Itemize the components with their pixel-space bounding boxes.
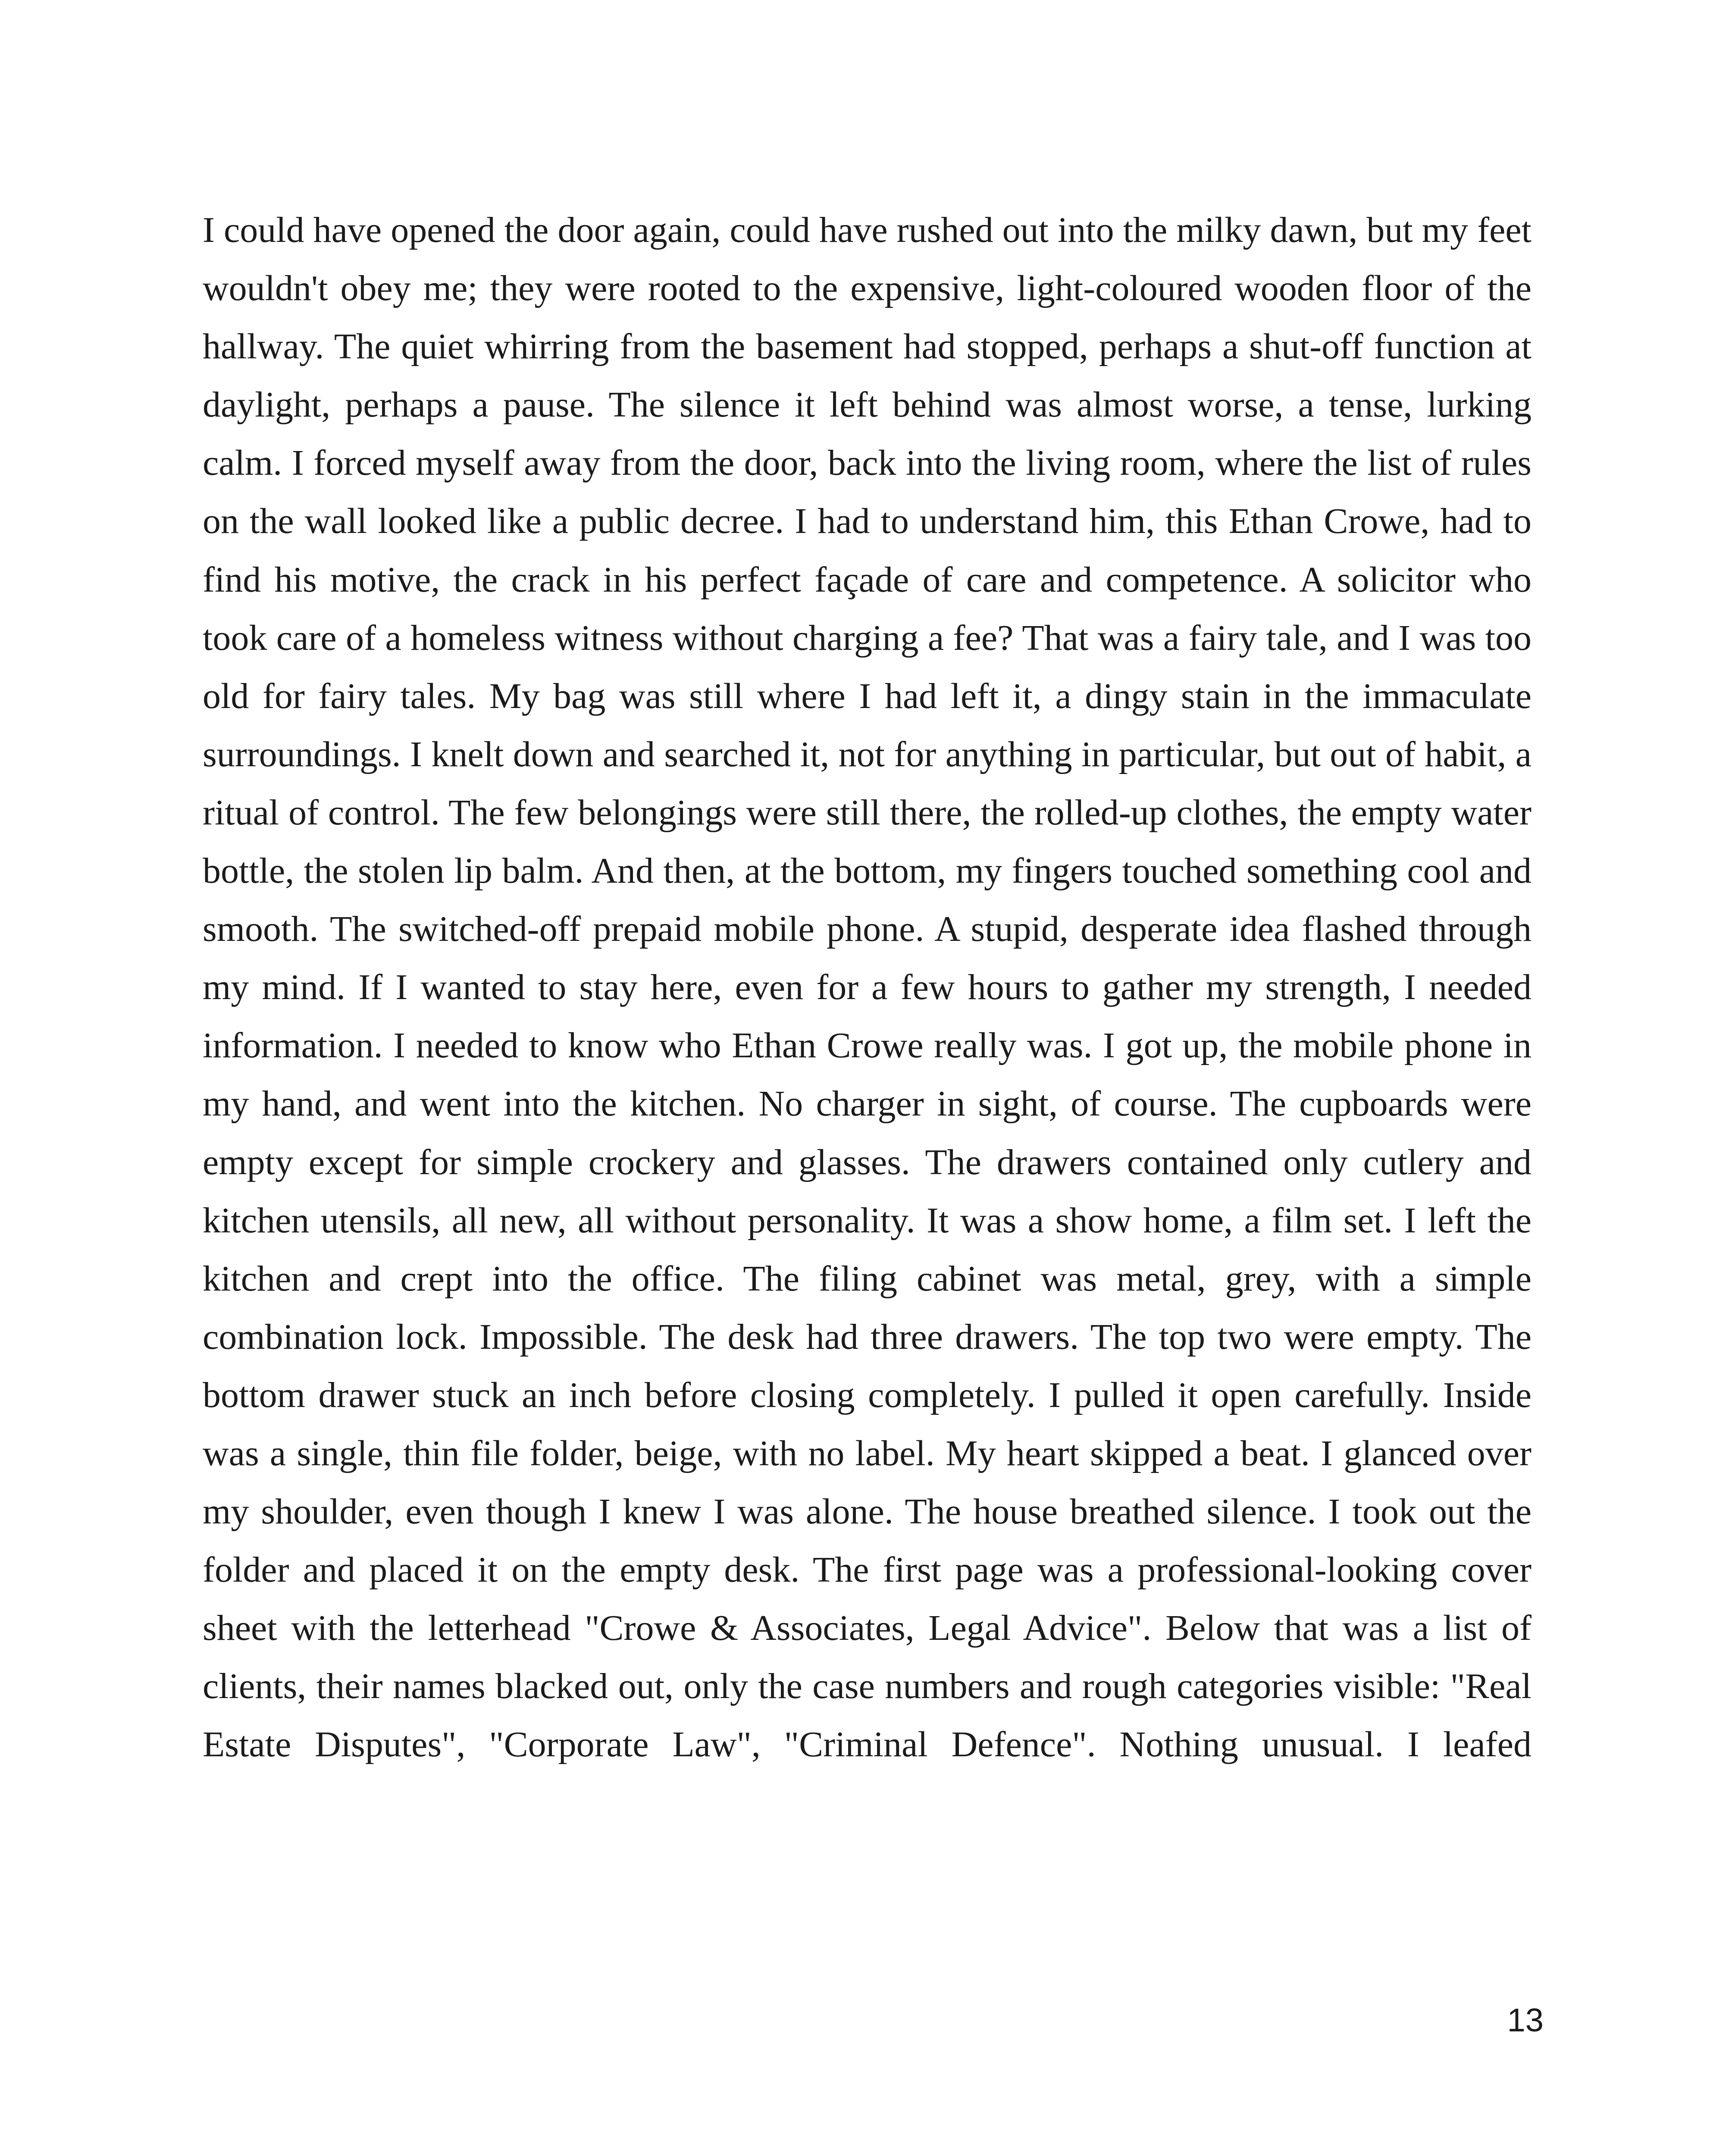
page-number: 13 [1507,2002,1544,2039]
body-paragraph: I could have opened the door again, could have rushed out into the milky dawn, but my feet wouldn't obey me; they were rooted to the expensive, light-coloured wooden floor of the hallway. The quiet whirring from the basement had stopped, perhaps a shut-off function at daylight, perhaps a pause. The silence it left behind was almost worse, a tense, lurking calm. I forced myself away from the door, back into the living room, where the list of rules on the wall looked like a public decree. I had to understand him, this Ethan Crowe, had to find his motive, the crack in his perfect façade of care and competence. A solicitor who took care of a homeless witness without charging a fee? That was a fairy tale, and I was too old for fairy tales. My bag was still where I had left it, a dingy stain in the immaculate surroundings. I knelt down and searched it, not for anything in particular, but out of habit, a ritual of control. The few belongings were still there, the rolled-up clothes, the empty water bottle, the stolen lip balm. And then, at the bottom, my fingers touched something cool and smooth. The switched-off prepaid mobile phone. A stupid, desperate idea flashed through my mind. If I wanted to stay here, even for a few hours to gather my strength, I needed information. I needed to know who Ethan Crowe really was. I got up, the mobile phone in my hand, and went into the kitchen. No charger in sight, of course. The cupboards were empty except for simple crockery and glasses. The drawers contained only cutlery and kitchen utensils, all new, all without personality. It was a show home, a film set. I left the kitchen and crept into the office. The filing cabinet was metal, grey, with a simple combination lock. Impossible. The desk had three drawers. The top two were empty. The bottom drawer stuck an inch before closing completely. I pulled it open carefully. Inside was a single, thin file folder, beige, with no label. My heart skipped a beat. I glanced over my shoulder, even though I knew I was alone. The house breathed silence. I took out the folder and placed it on the empty desk. The first page was a professional-looking cover sheet with the letterhead "Crowe & Associates, Legal Advice". Below that was a list of clients, their names blacked out, only the case numbers and rough categories visible: "Real Estate Disputes", "Corporate Law", "Criminal Defence". Nothing unusual. I leafed [203,210,1532,1765]
